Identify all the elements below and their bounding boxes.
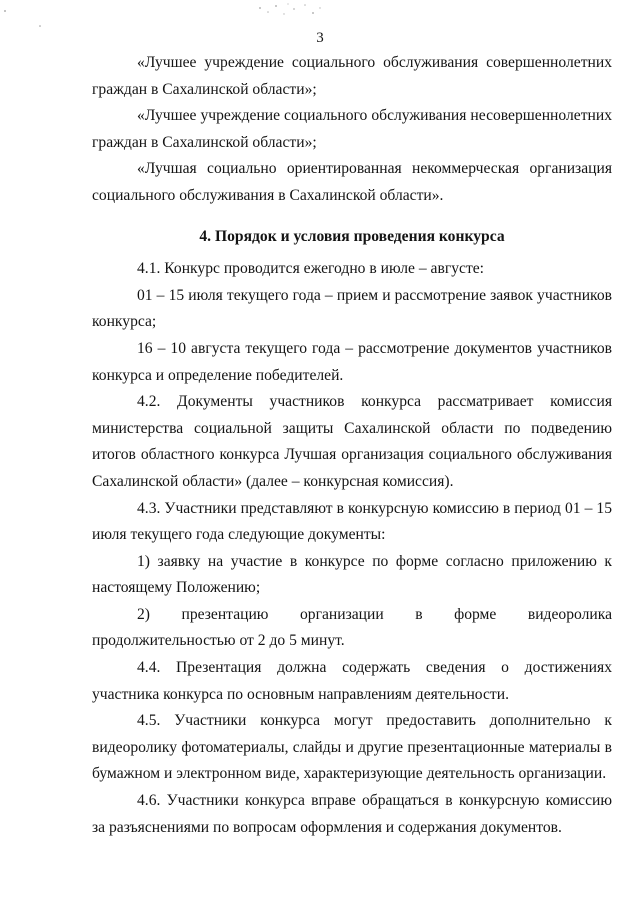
paragraph: «Лучшая социально ориентированная некоммерческая организация социального обслуживания в Сахалинской области».: [92, 160, 612, 204]
paragraph: 2) презентацию организации в форме видеоролика продолжительностью от 2 до 5 минут.: [92, 605, 612, 650]
page-number: 3: [316, 30, 324, 46]
paragraph: «Лучшее учреждение социального обслуживания несовершеннолетних граждан в Сахалинской области»;: [92, 107, 612, 151]
section-heading: 4. Порядок и условия проведения конкурса: [199, 227, 505, 245]
document-body: [92, 50, 612, 841]
paragraph: 01 – 15 июля текущего года – прием и рассмотрение заявок участников конкурса;: [92, 286, 612, 331]
scan-artifact: [250, 0, 330, 22]
paragraph: 1) заявку на участие в конкурсе по форме согласно приложению к настоящему Положению;: [92, 552, 612, 597]
paragraph: 4.4. Презентация должна содержать сведения о достижениях участника конкурса по основным направлениям деятельности.: [92, 659, 612, 703]
paragraph: 4.2. Документы участников конкурса рассматривает комиссия министерства социальной защиты Сахалинской области по подведению итогов областного конкурса Лучшая организация социального обслуживания Сахалинской области» (далее – конкурсная комиссия).: [92, 393, 612, 490]
paragraph: 4.5. Участники конкурса могут предоставить дополнительно к видеоролику фотоматериалы, слайды и другие презентационные материалы в бумажном и электронном виде, характеризующие деятельность организации.: [92, 712, 612, 783]
paragraph: 16 – 10 августа текущего года – рассмотрение документов участников конкурса и определение победителей.: [92, 339, 612, 384]
paragraph: 4.3. Участники представляют в конкурсную комиссию в период 01 – 15 июля текущего года следующие документы:: [92, 499, 612, 544]
paragraph: 4.1. Конкурс проводится ежегодно в июле – августе:: [137, 260, 485, 278]
paragraph: 4.6. Участники конкурса вправе обращаться в конкурсную комиссию за разъяснениями по вопросам оформления и содержания документов.: [92, 792, 612, 836]
paragraph: «Лучшее учреждение социального обслуживания совершеннолетних граждан в Сахалинской области»;: [92, 54, 612, 98]
